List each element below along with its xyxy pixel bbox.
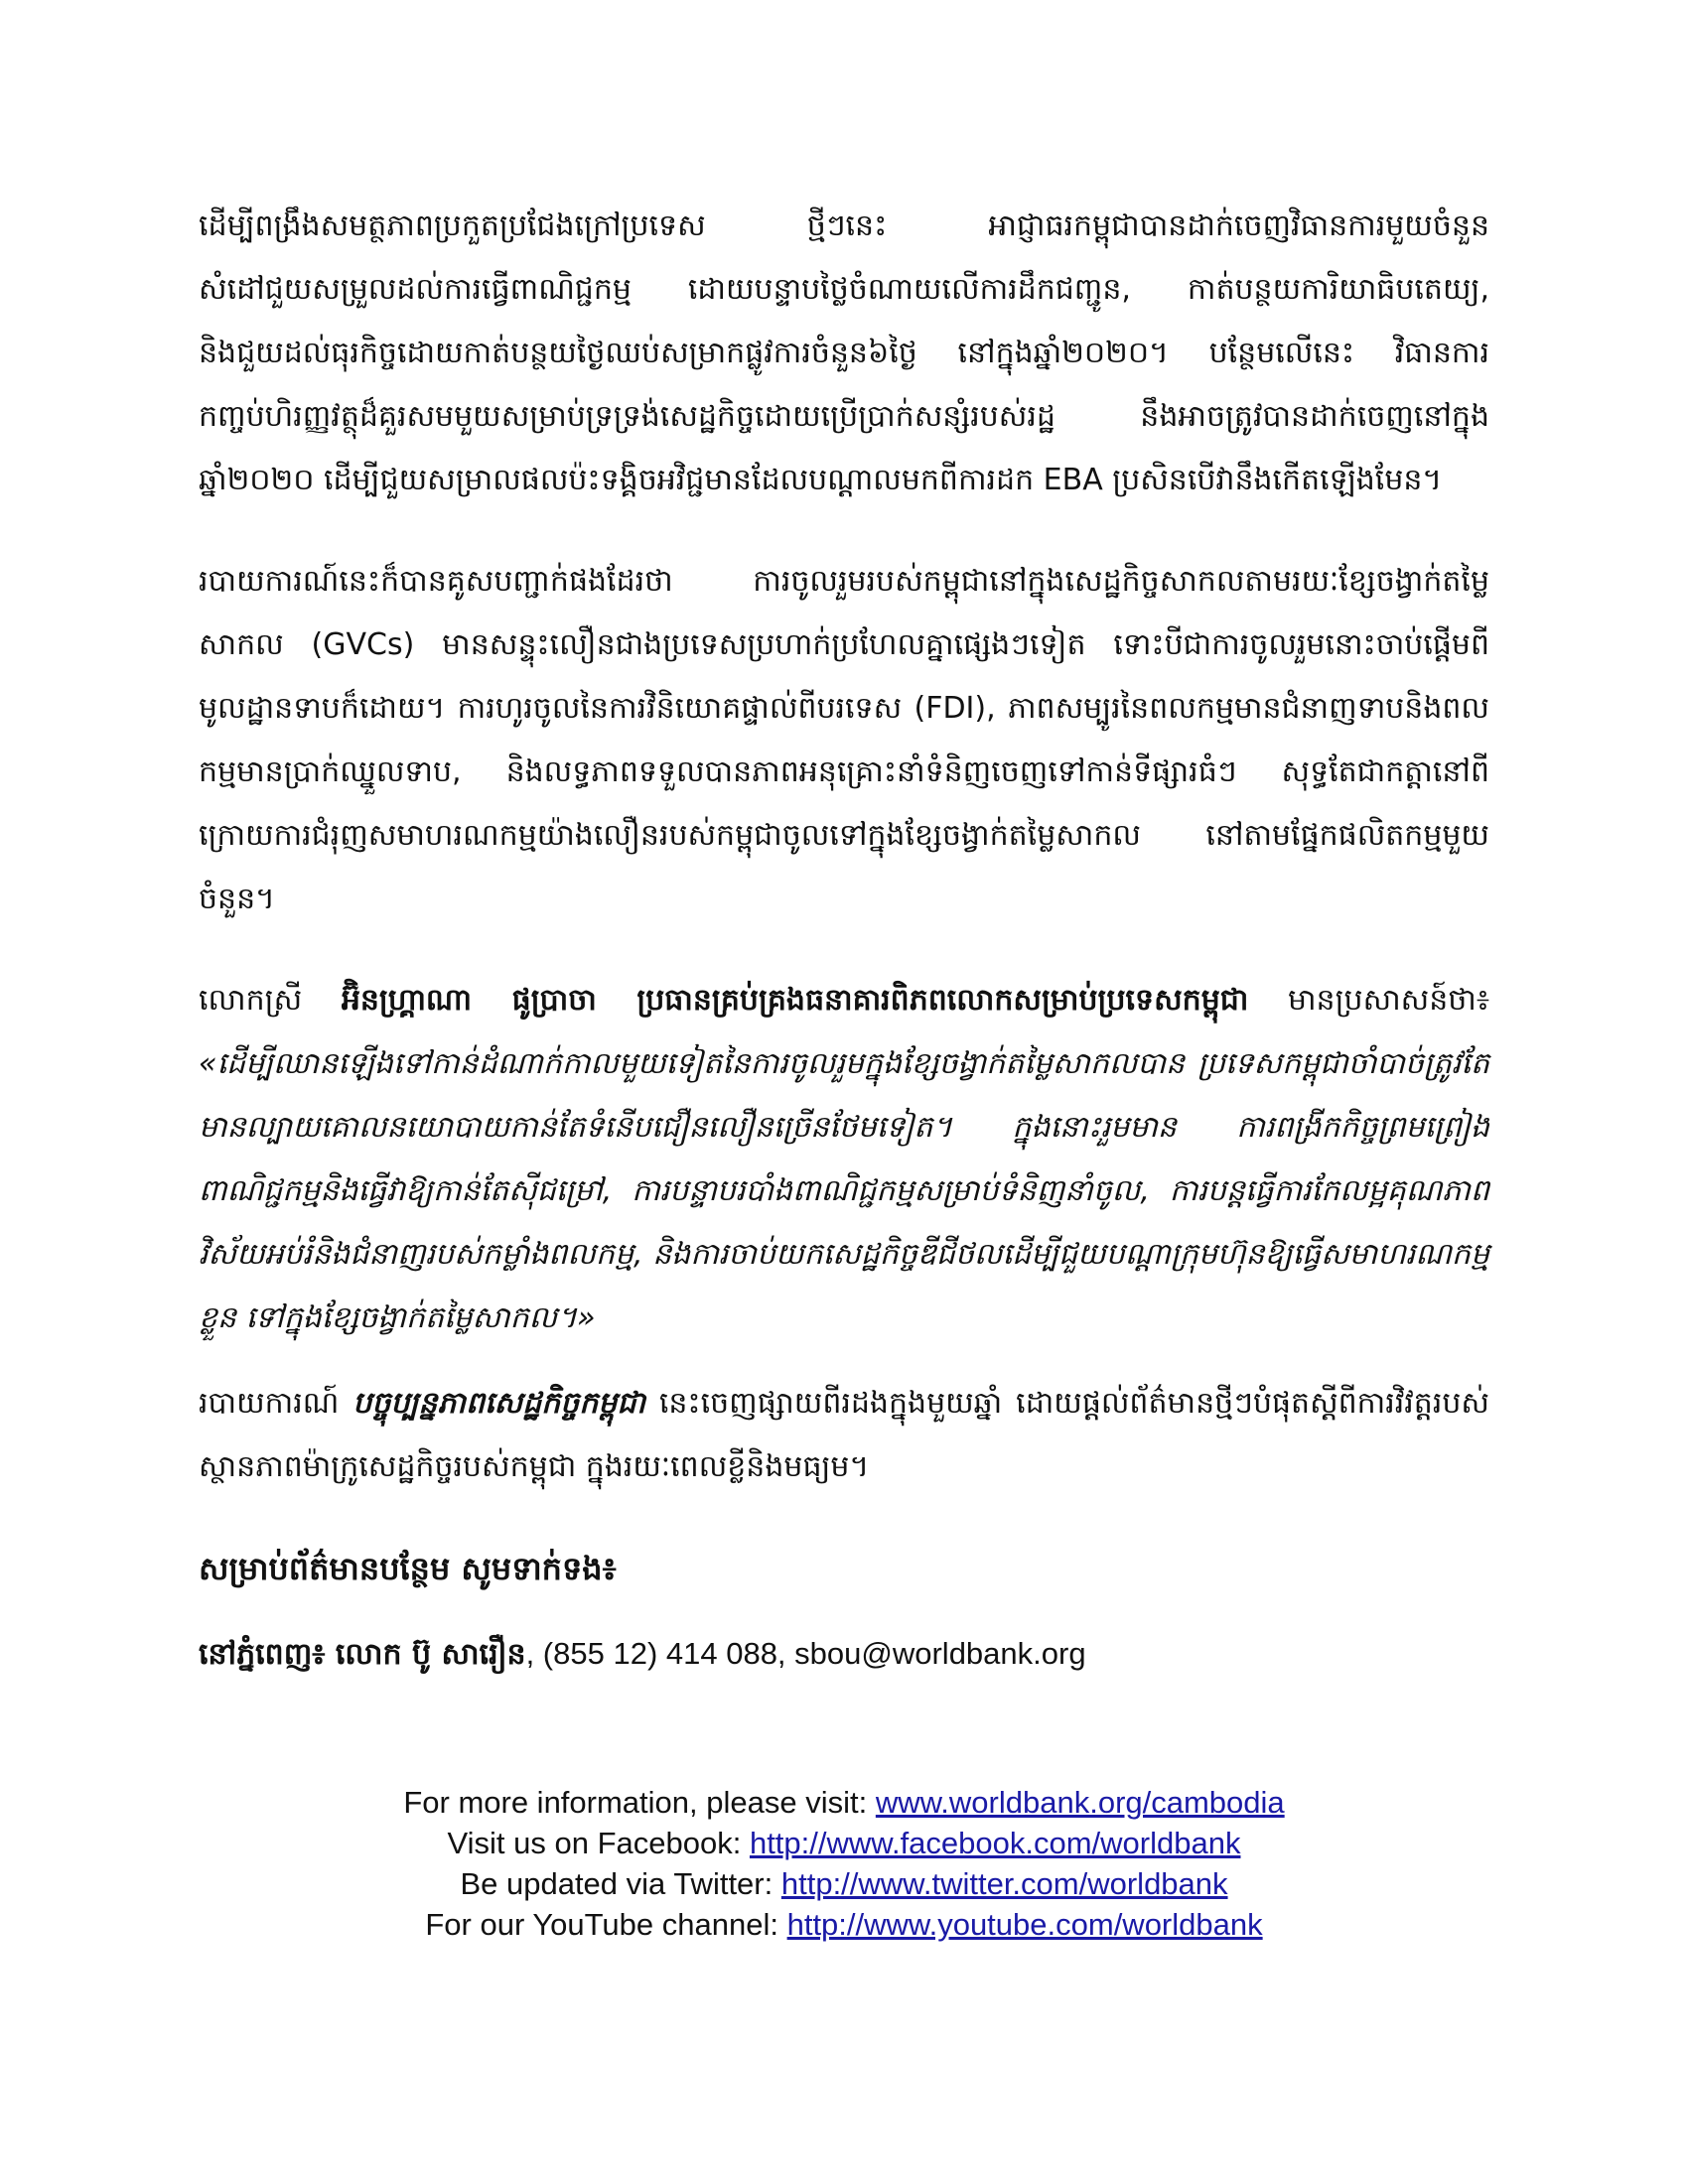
footer-links	[0, 1782, 1688, 1945]
footer-line-twitter: Be updated via Twitter: http://www.twitter.com/worldbank	[460, 1866, 1228, 1901]
contact-label: នៅភ្នំពេញ៖ លោក ប៊ូ សារឿន	[199, 1637, 526, 1672]
youtube-link[interactable]: http://www.youtube.com/worldbank	[786, 1907, 1263, 1942]
speaker-name: អ៊ិនហ្គ្រាណា ផូប្រាចា ប្រធានគ្រប់គ្រងធនាគារពិភពលោកសម្រាប់ប្រទេសកម្ពុជា	[341, 983, 1249, 1018]
report-title: បច្ចុប្បន្នភាពសេដ្ឋកិច្ចកម្ពុជា	[352, 1386, 645, 1421]
report-rest: នេះចេញផ្សាយពីរដងក្នុងមួយឆ្នាំ ដោយផ្តល់ព័ត៌មានថ្មីៗបំផុតស្តីពីការវិវត្តរបស់ស្ថានភាពម៉ាក្រូសេដ្ឋកិច្ចរបស់កម្ពុជា ក្នុងរយៈពេលខ្លីនិងមធ្យម។	[199, 1386, 1489, 1484]
paragraph-trade-facilitation: ដើម្បីពង្រឹងសមត្ថភាពប្រកួតប្រជែងក្រៅប្រទេស ថ្មីៗនេះ អាជ្ញាធរកម្ពុជាបានដាក់ចេញវិធានការមួយចំនួនសំដៅជួយសម្រួលដល់ការធ្វើពាណិជ្ជកម្ម ដោយបន្ទាបថ្លៃចំណាយលើការដឹកជញ្ជូន, កាត់បន្ថយការិយាធិបតេយ្យ, និងជួយដល់ធុរកិច្ចដោយកាត់បន្ថយថ្ងៃឈប់សម្រាកផ្លូវការចំនួន៦ថ្ងៃ នៅក្នុងឆ្នាំ២០២០។ បន្ថែមលើនេះ វិធានការកញ្ចប់ហិរញ្ញវត្ថុដ៏គួរសមមួយសម្រាប់ទ្រទ្រង់សេដ្ឋកិច្ចដោយប្រើប្រាក់សន្សំរបស់រដ្ឋ នឹងអាចត្រូវបានដាក់ចេញនៅក្នុងឆ្នាំ២០២០ ដើម្បីជួយសម្រាលផលប៉ះទង្គិចអវិជ្ជមានដែលបណ្តាលមកពីការដក EBA ប្រសិនបើវានឹងកើតឡើងមែន។	[199, 208, 1489, 497]
body-content	[199, 195, 1489, 1687]
quote-says: មានប្រសាសន៍ថា៖	[1248, 983, 1490, 1018]
paragraph-gvc-participation: របាយការណ៍នេះក៏បានគូសបញ្ជាក់ផងដែរថា ការចូលរួមរបស់កម្ពុជានៅក្នុងសេដ្ឋកិច្ចសាកលតាមរយៈខ្សែចង្វាក់តម្លៃសាកល (GVCs) មានសន្ទុះលឿនជាងប្រទេសប្រហាក់ប្រហែលគ្នាផ្សេងៗទៀត ទោះបីជាការចូលរួមនោះចាប់ផ្តើមពីមូលដ្ឋានទាបក៏ដោយ។ ការហូរចូលនៃការវិនិយោគផ្ទាល់ពីបរទេស (FDI), ភាពសម្បូរនៃពលកម្មមានជំនាញទាបនិងពលកម្មមានប្រាក់ឈ្នួលទាប, និងលទ្ធភាពទទួលបានភាពអនុគ្រោះនាំទំនិញចេញទៅកាន់ទីផ្សារធំៗ សុទ្ធតែជាកត្តានៅពីក្រោយការជំរុញសមាហរណកម្មយ៉ាងលឿនរបស់កម្ពុជាចូលទៅក្នុងខ្សែចង្វាក់តម្លៃសាកល នៅតាមផ្នែកផលិតកម្មមួយចំនួន។	[199, 564, 1489, 916]
twitter-link[interactable]: http://www.twitter.com/worldbank	[780, 1866, 1228, 1901]
contact-line	[199, 1622, 1489, 1687]
contact-heading: សម្រាប់ព័ត៌មានបន្ថែម សូមទាក់ទង៖	[199, 1550, 617, 1587]
website-link[interactable]: www.worldbank.org/cambodia	[875, 1785, 1285, 1820]
footer-line-youtube: For our YouTube channel: http://www.youtube.com/worldbank	[425, 1907, 1263, 1942]
quote-intro: លោកស្រី	[199, 983, 342, 1018]
facebook-link[interactable]: http://www.facebook.com/worldbank	[749, 1826, 1241, 1860]
paragraph-country-manager-quote	[199, 969, 1489, 1350]
footer-line-facebook: Visit us on Facebook: http://www.facebook.com/worldbank	[447, 1826, 1241, 1860]
footer-line-website: For more information, please visit: www.worldbank.org/cambodia	[403, 1785, 1285, 1820]
paragraph-report-description	[199, 1372, 1489, 1499]
contact-info: , (855 12) 414 088, sbou@worldbank.org	[525, 1636, 1086, 1671]
report-intro: របាយការណ៍	[199, 1386, 353, 1421]
quote-text: «ដើម្បីឈានឡើងទៅកាន់ដំណាក់កាលមួយទៀតនៃការចូលរួមក្នុងខ្សែចង្វាក់តម្លៃសាកលបាន ប្រទេសកម្ពុជាចាំបាច់ត្រូវតែមានល្បាយគោលនយោបាយកាន់តែទំនើបជឿនលឿនច្រើនថែមទៀត។ ក្នុងនោះរួមមាន ការពង្រីកកិច្ចព្រមព្រៀងពាណិជ្ជកម្មនិងធ្វើវាឱ្យកាន់តែស៊ីជម្រៅ, ការបន្ទាបរបាំងពាណិជ្ជកម្មសម្រាប់ទំនិញនាំចូល, ការបន្តធ្វើការកែលម្អគុណភាពវិស័យអប់រំនិងជំនាញរបស់កម្លាំងពលកម្ម, និងការចាប់យកសេដ្ឋកិច្ចឌីជីថលដើម្បីជួយបណ្តាក្រុមហ៊ុនឱ្យធ្វើសមាហរណកម្មខ្លួន ទៅក្នុងខ្សែចង្វាក់តម្លៃសាកល។»	[199, 1046, 1489, 1335]
